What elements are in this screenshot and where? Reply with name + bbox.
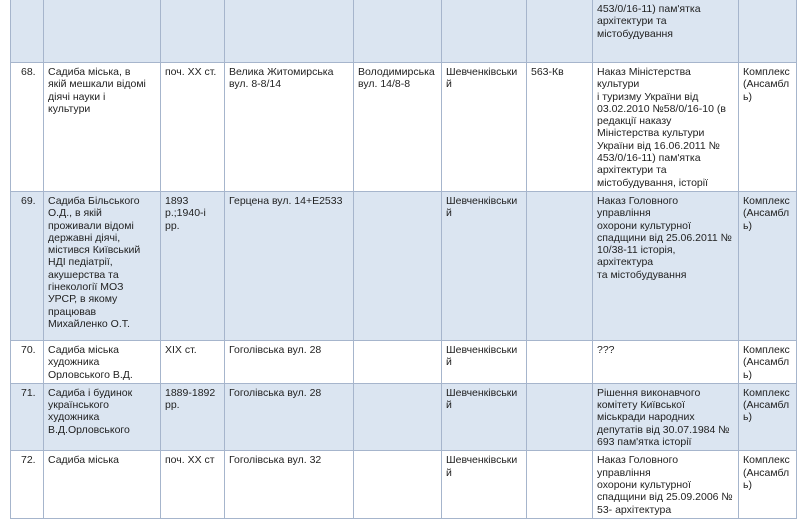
table-row <box>11 340 797 383</box>
object-date: поч. ХХ ст <box>161 451 225 518</box>
object-name <box>44 0 161 63</box>
object-address-secondary <box>354 0 442 63</box>
object-type: Комплекс (Ансамбль) <box>739 191 797 340</box>
object-district: Шевченківський <box>442 63 527 192</box>
object-address: Велика Житомирська вул. 8-8/14 <box>225 63 354 192</box>
object-district: Шевченківський <box>442 383 527 450</box>
protection-code <box>527 451 593 518</box>
decree-text: Наказ Головного управління охорони культурної спадщини від 25.06.2011 № 10/38-11 історія, архітектура та містобудування <box>593 191 739 340</box>
decree-text: ??? <box>593 340 739 383</box>
monuments-table <box>10 0 797 519</box>
table-row <box>11 63 797 192</box>
object-address-secondary <box>354 191 442 340</box>
object-district: Шевченківський <box>442 191 527 340</box>
table-row <box>11 383 797 450</box>
decree-text: Наказ Міністерства культури і туризму України від 03.02.2010 №58/0/16-10 (в редакції наказу Міністерства культури України від 16.06.2011 № 453/0/16-11) пам'ятка архітектури та містобудування, історії <box>593 63 739 192</box>
protection-code <box>527 340 593 383</box>
object-date <box>161 0 225 63</box>
object-date: поч. ХХ ст. <box>161 63 225 192</box>
object-address: Гоголівська вул. 32 <box>225 451 354 518</box>
object-name: Садиба міська художника Орловського В.Д. <box>44 340 161 383</box>
object-name: Садиба міська, в якій мешкали відомі діячі науки і культури <box>44 63 161 192</box>
protection-code <box>527 383 593 450</box>
decree-text: Наказ Головного управління охорони культурної спадщини від 25.09.2006 № 53- архітектура <box>593 451 739 518</box>
object-address-secondary <box>354 340 442 383</box>
object-type: Комплекс (Ансамбль) <box>739 383 797 450</box>
object-name: Садиба міська <box>44 451 161 518</box>
object-type: Комплекс (Ансамбль) <box>739 340 797 383</box>
object-district: Шевченківський <box>442 340 527 383</box>
decree-text: Рішення виконавчого комітету Київської міськради народних депутатів від 30.07.1984 № 693 пам'ятка історії <box>593 383 739 450</box>
object-name: Садиба Більського О.Д., в якій проживали відомі державні діячі, містився Київський НДІ педіатрії, акушерства та гінекології МОЗ УРСР, в якому працював Михайленко О.Т. <box>44 191 161 340</box>
object-name: Садиба і будинок українського художника В.Д.Орловського <box>44 383 161 450</box>
object-date: XIX ст. <box>161 340 225 383</box>
object-date: 1889-1892 рр. <box>161 383 225 450</box>
row-number: 68. <box>11 63 44 192</box>
object-address-secondary <box>354 383 442 450</box>
row-number: 70. <box>11 340 44 383</box>
table-row <box>11 191 797 340</box>
table-row <box>11 451 797 518</box>
row-number: 71. <box>11 383 44 450</box>
object-district: Шевченківський <box>442 451 527 518</box>
row-number: 72. <box>11 451 44 518</box>
object-address <box>225 0 354 63</box>
object-type: Комплекс (Ансамбль) <box>739 63 797 192</box>
decree-text: 453/0/16-11) пам'ятка архітектури та містобудування <box>593 0 739 63</box>
object-address: Герцена вул. 14+E2533 <box>225 191 354 340</box>
object-address-secondary <box>354 451 442 518</box>
object-type: Комплекс (Ансамбль) <box>739 451 797 518</box>
protection-code <box>527 0 593 63</box>
object-address: Гоголівська вул. 28 <box>225 383 354 450</box>
protection-code: 563-Кв <box>527 63 593 192</box>
object-address: Гоголівська вул. 28 <box>225 340 354 383</box>
row-number: 69. <box>11 191 44 340</box>
object-type <box>739 0 797 63</box>
object-date: 1893 р.;1940-і рр. <box>161 191 225 340</box>
object-address-secondary: Володимирська вул. 14/8-8 <box>354 63 442 192</box>
object-district <box>442 0 527 63</box>
table-row <box>11 0 797 63</box>
protection-code <box>527 191 593 340</box>
row-number <box>11 0 44 63</box>
